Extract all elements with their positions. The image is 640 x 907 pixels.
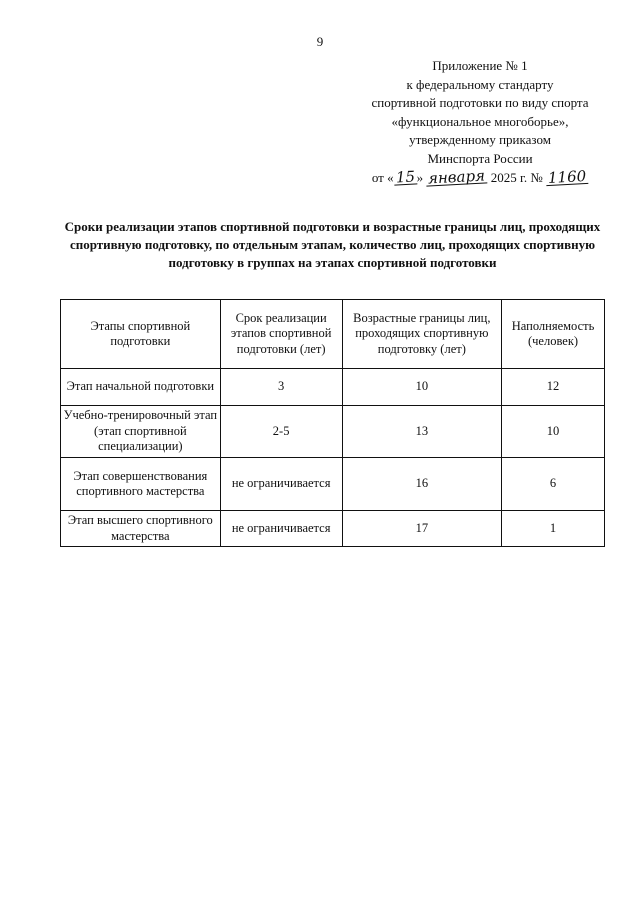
document-title: Сроки реализации этапов спортивной подготовки и возрастные границы лиц, проходящих спортивную подготовку, по отдельным этапам, количество лиц, проходящих спортивную подготовку в группах на этапах спортивной подготовки: [64, 219, 601, 270]
cell-duration: 3: [220, 369, 342, 406]
cell-occupancy: 10: [502, 406, 605, 458]
order-sep: »: [416, 169, 424, 185]
stages-table: [60, 299, 605, 547]
header-age: Возрастные границы лиц, проходящих спортивную подготовку (лет): [342, 300, 501, 369]
header-duration: Срок реализации этапов спортивной подготовки (лет): [220, 300, 342, 369]
cell-age: 16: [342, 458, 501, 511]
cell-stage: Этап совершенствования спортивного мастерства: [61, 458, 221, 511]
table-header-row: [61, 300, 605, 369]
appendix-line: «функциональное многоборье»,: [391, 113, 569, 129]
cell-occupancy: 1: [502, 511, 605, 547]
table-row: [61, 369, 605, 406]
table-row: [61, 406, 605, 458]
appendix-title: Приложение № 1: [432, 58, 528, 73]
cell-occupancy: 6: [502, 458, 605, 511]
cell-age: 13: [342, 406, 501, 458]
appendix-line: Минспорта России: [427, 150, 533, 166]
cell-duration: не ограничивается: [220, 511, 342, 547]
order-year: 2025 г. №: [490, 169, 543, 185]
cell-occupancy: 12: [502, 369, 605, 406]
order-number-handwritten: 1160: [547, 166, 587, 187]
order-prefix: от «: [371, 169, 394, 185]
header-occupancy: Наполняемость (человек): [502, 300, 605, 369]
appendix-line: спортивной подготовки по виду спорта: [371, 95, 589, 111]
cell-stage: Учебно-тренировочный этап (этап спортивной специализации): [61, 406, 221, 458]
cell-stage: Этап высшего спортивного мастерства: [61, 511, 221, 547]
order-month-handwritten: января: [427, 166, 486, 188]
table-row: [61, 458, 605, 511]
appendix-header: [345, 57, 615, 187]
header-stage: Этапы спортивной подготовки: [61, 300, 221, 369]
cell-age: 17: [342, 511, 501, 547]
order-line: [345, 166, 615, 188]
table-row: [61, 511, 605, 547]
page-number: 9: [316, 34, 324, 49]
cell-age: 10: [342, 369, 501, 406]
appendix-line: к федеральному стандарту: [406, 76, 554, 92]
cell-duration: 2-5: [220, 406, 342, 458]
cell-duration: не ограничивается: [220, 458, 342, 511]
order-day-handwritten: 15: [395, 167, 416, 187]
appendix-line: утвержденному приказом: [409, 132, 551, 148]
cell-stage: Этап начальной подготовки: [61, 369, 221, 406]
